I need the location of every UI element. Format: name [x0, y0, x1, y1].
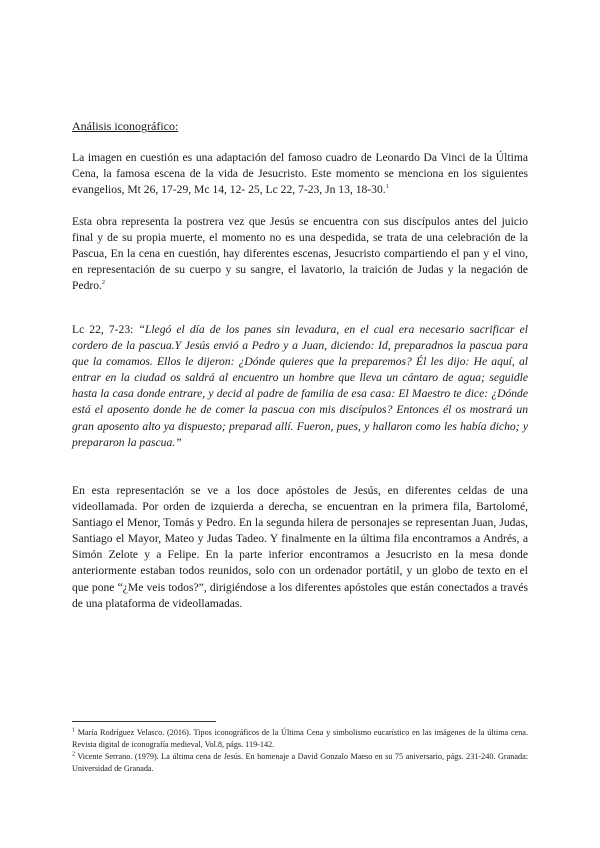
footnote-2 [72, 751, 528, 774]
footnote-1-text: María Rodríguez Velasco. (2016). Tipos iconográficos de la Última Cena y simbolismo eucarístico en las imágenes de la última cena. Revista digital de iconografía medieval, Vol.8, págs. 119-142. [72, 728, 528, 749]
paragraph-description [72, 214, 528, 294]
footnote-ref-1[interactable]: 1 [385, 184, 389, 191]
gospel-quote [72, 322, 528, 451]
quote-reference: Lc 22, 7-23: [72, 323, 139, 336]
footnote-2-number: 2 [72, 751, 75, 758]
paragraph-description-text: Esta obra representa la postrera vez que Jesús se encuentra con sus discípulos antes del juicio final y de su propia muerte, el momento no es una despedida, se trata de una celebración de la Pascua, En la cena en cuestión, hay diferentes escenas, Jesucristo compartiendo el pan y el vino, en representación de su cuerpo y su sangre, el lavatorio, la traición de Judas y la negación de Pedro. [72, 215, 528, 293]
footnote-ref-2[interactable]: 2 [101, 280, 105, 287]
section-heading: Análisis iconográfico: [72, 119, 179, 133]
quote-text: “Llegó el día de los panes sin levadura, en el cual era necesario sacrificar el cordero de la pascua.Y Jesús envió a Pedro y a Juan, diciendo: Id, preparadnos la pascua para que la comamos. Ellos le dijeron: ¿Dónde quieres que la preparemos? Él les dijo: He aquí, al entrar en la ciudad os saldrá al encuentro un hombre que lleva un cántaro de agua; seguidle hasta la casa donde entrare, y decid al padre de familia de esa casa: El Maestro te dice: ¿Dónde está el aposento donde he de comer la pascua con mis discípulos? Entonces él os mostrará un gran aposento alto ya dispuesto; preparad allí. Fueron, pues, y hallaron como les había dicho; y prepararon la pascua.” [72, 323, 528, 449]
paragraph-intro-text: La imagen en cuestión es una adaptación del famoso cuadro de Leonardo Da Vinci de la Última Cena, la famosa escena de la vida de Jesucristo. Este momento se menciona en los siguientes evangelios, Mt 26, 17-29, Mc 14, 12- 25, Lc 22, 7-23, Jn 13, 18-30. [72, 151, 528, 197]
paragraph-intro [72, 150, 528, 198]
footnote-2-text: Vicente Serrano. (1979). La última cena de Jesús. En homenaje a David Gonzalo Maeso en su 75 aniversario, págs. 231-240. Granada: Universidad de Granada. [72, 752, 528, 773]
footnote-divider [72, 721, 216, 722]
footnote-1 [72, 727, 528, 750]
paragraph-representation: En esta representación se ve a los doce apóstoles de Jesús, en diferentes celdas de una videollamada. Por orden de izquierda a derecha, se encuentran en la primera fila, Bartolomé, Santiago el Menor, Tomás y Pedro. En la segunda hilera de personajes se representan Juan, Judas, Santiago el Mayor, Mateo y Judas Tadeo. Y finalmente en la última fila encontramos a Andrés, a Simón Zelote y a Felipe. En la parte inferior encontramos a Jesucristo en la mesa donde anteriormente estaban todos reunidos, solo con un ordenador portátil, y un globo de texto en el que pone “¿Me veis todos?”, dirigiéndose a los diferentes apóstoles que están conectados a través de una plataforma de videollamadas. [72, 484, 528, 610]
footnote-1-number: 1 [72, 727, 75, 734]
